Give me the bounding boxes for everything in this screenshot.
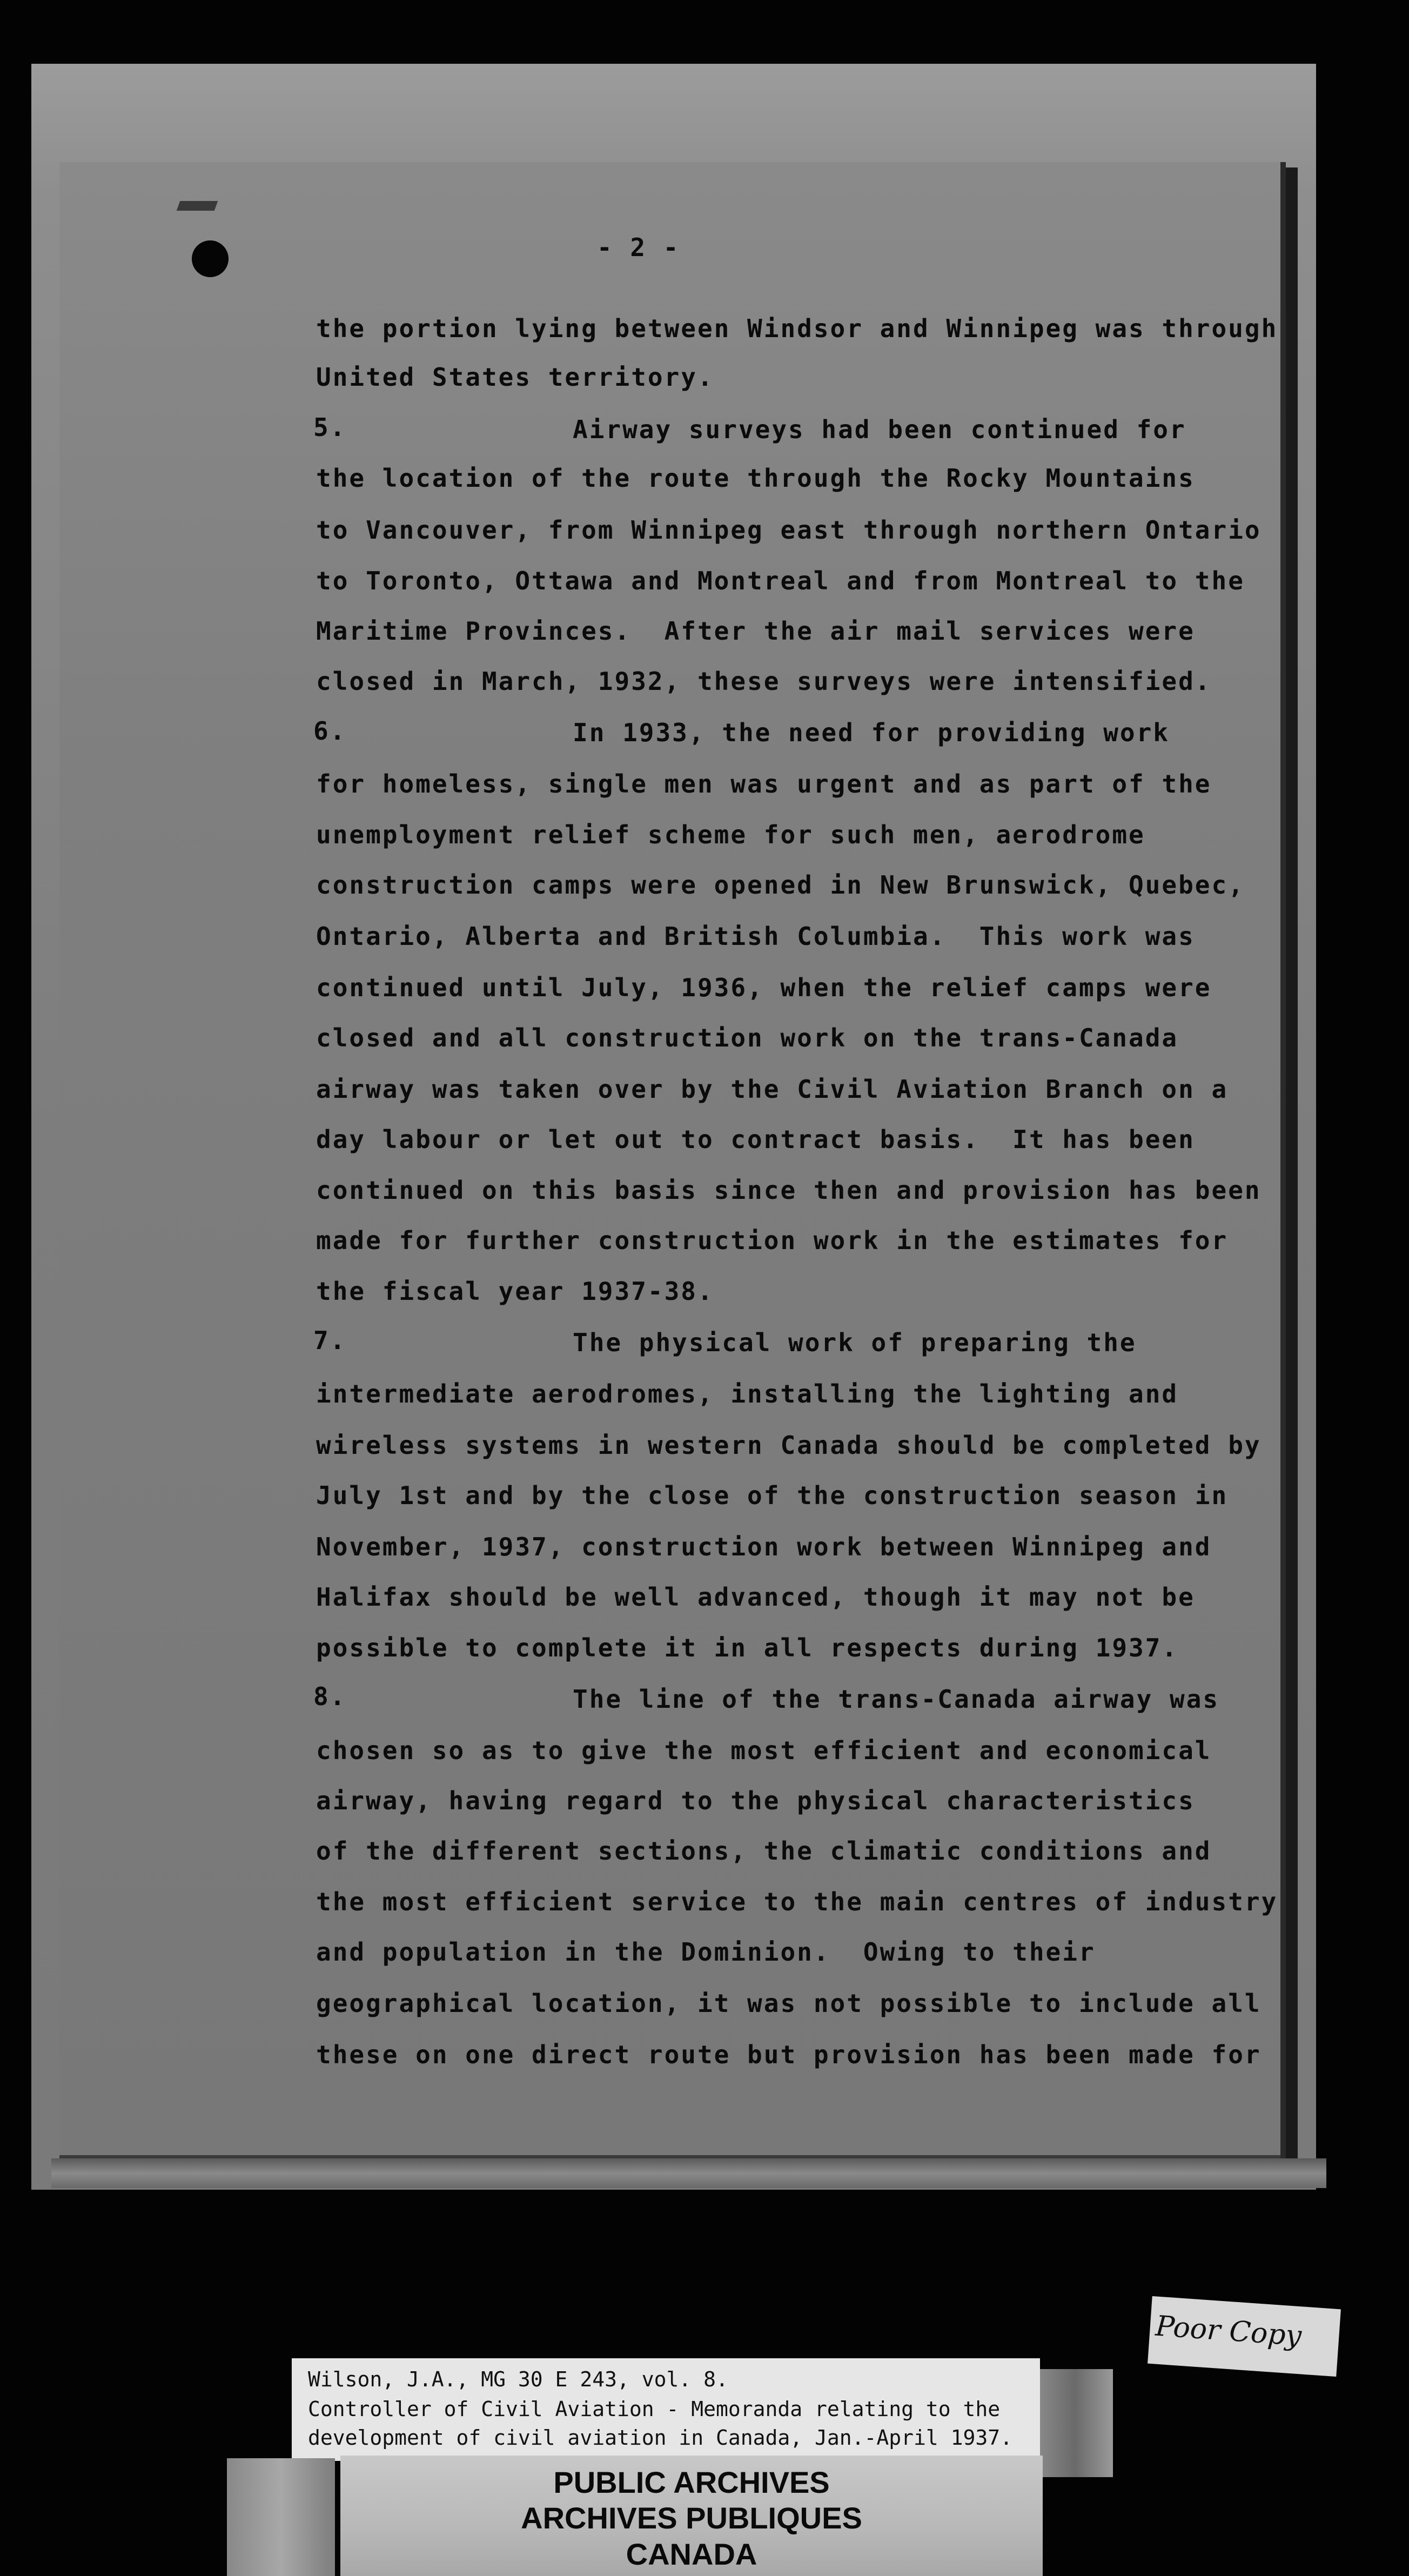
handwritten-note: Poor Copy (1154, 2310, 1303, 2353)
text-line: of the different sections, the climatic conditions and (316, 1836, 1212, 1866)
text-line: July 1st and by the close of the construction season in (316, 1481, 1229, 1510)
text-line: The physical work of preparing the (573, 1328, 1137, 1357)
page-number: - 2 - (597, 233, 680, 262)
archives-stamp-line: ARCHIVES PUBLIQUES (521, 2501, 862, 2535)
text-line: geographical location, it was not possible to include all (316, 1989, 1262, 2018)
text-line: these on one direct route but provision has been made for (316, 2040, 1262, 2069)
text-line: Halifax should be well advanced, though it may not be (316, 1582, 1195, 1612)
text-line: The line of the trans-Canada airway was (573, 1685, 1220, 1714)
paragraph-number: 8. (313, 1682, 347, 1711)
text-line: made for further construction work in the estimates for (316, 1226, 1229, 1255)
catalog-label-line: Controller of Civil Aviation - Memoranda relating to the (308, 2397, 1001, 2421)
paragraph-number: 7. (313, 1326, 347, 1355)
paragraph-number: 5. (313, 413, 347, 442)
handwritten-note-slip (1148, 2296, 1341, 2377)
paragraph-number: 6. (313, 716, 347, 746)
text-line: Ontario, Alberta and British Columbia. This work was (316, 922, 1195, 951)
text-line: continued on this basis since then and provision has been (316, 1176, 1262, 1205)
text-line: closed in March, 1932, these surveys were intensified. (316, 667, 1212, 696)
text-line: Airway surveys had been continued for (573, 415, 1186, 444)
punch-hole (192, 240, 229, 277)
text-line: continued until July, 1936, when the relief camps were (316, 973, 1212, 1002)
text-line: wireless systems in western Canada should be completed by (316, 1431, 1262, 1460)
text-line: airway was taken over by the Civil Aviation Branch on a (316, 1075, 1229, 1104)
text-line: the fiscal year 1937-38. (316, 1277, 714, 1306)
text-line: the portion lying between Windsor and Winnipeg was through (316, 314, 1278, 343)
text-line: construction camps were opened in New Brunswick, Quebec, (316, 870, 1245, 900)
catalog-label-line: development of civil aviation in Canada, Jan.-April 1937. (308, 2426, 1013, 2450)
text-line: In 1933, the need for providing work (573, 718, 1170, 747)
text-line: the location of the route through the Rocky Mountains (316, 464, 1195, 493)
page-bottom-edge (51, 2158, 1326, 2188)
page-edge-shadow (1286, 167, 1298, 2161)
staple-mark (177, 201, 218, 211)
text-line: United States territory. (316, 363, 714, 392)
text-line: airway, having regard to the physical characteristics (316, 1786, 1195, 1815)
archives-stamp-line: CANADA (626, 2537, 757, 2571)
archives-stamp (340, 2456, 1043, 2576)
text-line: day labour or let out to contract basis. It has been (316, 1125, 1195, 1154)
text-line: to Toronto, Ottawa and Montreal and from Montreal to the (316, 566, 1245, 595)
text-line: November, 1937, construction work between Winnipeg and (316, 1532, 1212, 1561)
stamp-backing (1037, 2369, 1113, 2477)
text-line: and population in the Dominion. Owing to their (316, 1937, 1096, 1967)
text-line: possible to complete it in all respects during 1937. (316, 1633, 1179, 1662)
text-line: Maritime Provinces. After the air mail services were (316, 616, 1195, 646)
catalog-label (292, 2358, 1040, 2461)
archives-stamp-line: PUBLIC ARCHIVES (553, 2465, 830, 2499)
text-line: chosen so as to give the most efficient and economical (316, 1736, 1212, 1765)
catalog-label-line: Wilson, J.A., MG 30 E 243, vol. 8. (308, 2367, 728, 2391)
text-line: intermediate aerodromes, installing the lighting and (316, 1379, 1179, 1408)
text-line: unemployment relief scheme for such men, aerodrome (316, 820, 1145, 849)
text-line: for homeless, single men was urgent and as part of the (316, 769, 1212, 799)
stamp-backing (227, 2458, 335, 2576)
text-line: closed and all construction work on the trans-Canada (316, 1023, 1179, 1052)
text-line: the most efficient service to the main centres of industry (316, 1887, 1278, 1916)
text-line: to Vancouver, from Winnipeg east through northern Ontario (316, 515, 1262, 545)
